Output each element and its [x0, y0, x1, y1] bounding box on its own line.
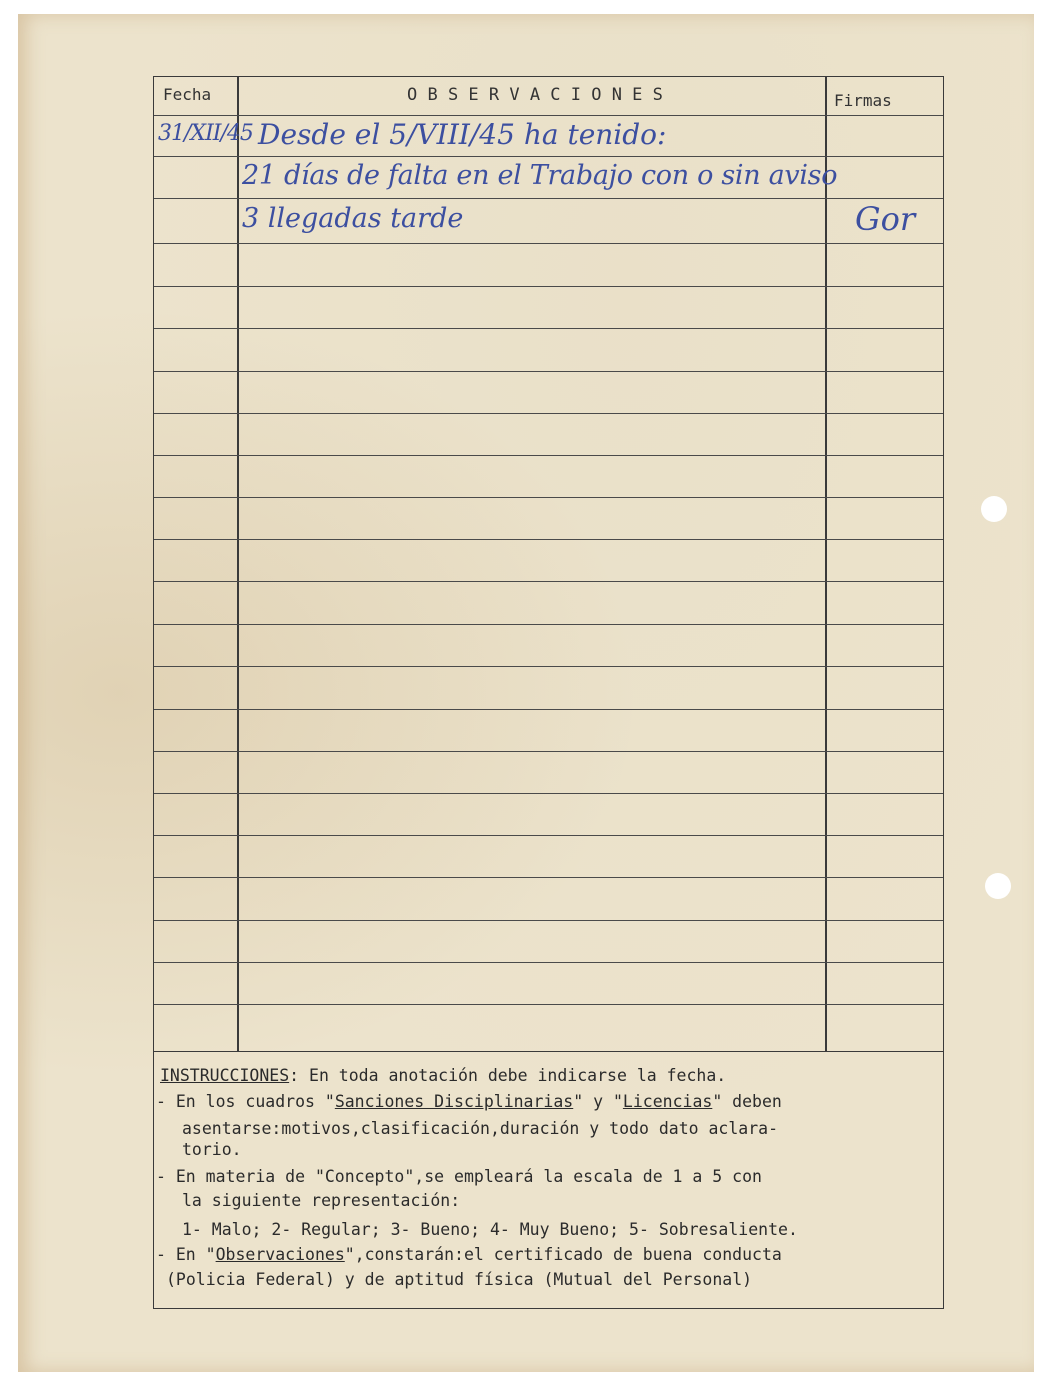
instructions-heading-text: : En toda anotación debe indicarse la fecha. [289, 1066, 727, 1085]
instruction-text: " deben [712, 1092, 782, 1111]
row-line [154, 497, 943, 498]
header-observaciones: O B S E R V A C I O N E S [407, 85, 663, 105]
row-line [154, 413, 943, 414]
row-line [154, 455, 943, 456]
instruction-text: " y " [573, 1092, 623, 1111]
instructions-heading-line [160, 1066, 726, 1085]
row-line [154, 539, 943, 540]
column-divider-firmas [825, 77, 827, 1051]
row-line [154, 286, 943, 287]
column-divider-fecha [237, 77, 239, 1051]
instruction-1-line-3: torio. [182, 1140, 242, 1159]
row-line [154, 198, 943, 199]
instruction-text: - En " [156, 1245, 216, 1264]
row-line [154, 243, 943, 244]
row-line [154, 877, 943, 878]
instruction-3-line-1 [156, 1245, 782, 1264]
observaciones-label: Observaciones [215, 1245, 345, 1264]
row-line [154, 328, 943, 329]
row-line [154, 709, 943, 710]
row-line [154, 751, 943, 752]
sanciones-label: Sanciones Disciplinarias [334, 1092, 574, 1111]
row-line [154, 115, 943, 116]
instruction-2-line-1: - En materia de "Concepto",se empleará la escala de 1 a 5 con [156, 1167, 762, 1186]
row-line [154, 371, 943, 372]
row-line [154, 1004, 943, 1005]
instruction-3-line-2: (Policia Federal) y de aptitud física (Mutual del Personal) [166, 1270, 753, 1289]
instructions-heading: INSTRUCCIONES [160, 1066, 290, 1085]
instructions-box [153, 1052, 944, 1309]
instruction-2-line-2: la siguiente representación: [182, 1191, 461, 1210]
row-line [154, 581, 943, 582]
entry-line-3: 3 llegadas tarde [242, 203, 464, 234]
instruction-1-line-1 [156, 1092, 782, 1111]
row-line [154, 666, 943, 667]
licencias-label: Licencias [622, 1092, 713, 1111]
row-line [154, 920, 943, 921]
header-fecha: Fecha [163, 85, 212, 104]
punch-hole-upper [981, 496, 1007, 522]
instruction-1-line-2: asentarse:motivos,clasificación,duración y todo dato aclara- [182, 1119, 779, 1138]
row-line [154, 835, 943, 836]
row-line [154, 156, 943, 157]
row-line [154, 962, 943, 963]
entry-date: 31/XII/45 [158, 121, 253, 146]
entry-line-2: 21 días de falta en el Trabajo con o sin aviso [242, 160, 838, 191]
entry-line-1: Desde el 5/VIII/45 ha tenido: [258, 118, 667, 151]
punch-hole-lower [985, 873, 1011, 899]
signature: Gor [855, 200, 916, 238]
instruction-text: ",constarán:el certificado de buena conducta [344, 1245, 782, 1264]
instruction-2-line-3: 1- Malo; 2- Regular; 3- Bueno; 4- Muy Bueno; 5- Sobresaliente. [182, 1220, 798, 1239]
header-firmas: Firmas [834, 91, 892, 110]
instruction-text: - En los cuadros " [156, 1092, 335, 1111]
row-line [154, 624, 943, 625]
row-line [154, 793, 943, 794]
